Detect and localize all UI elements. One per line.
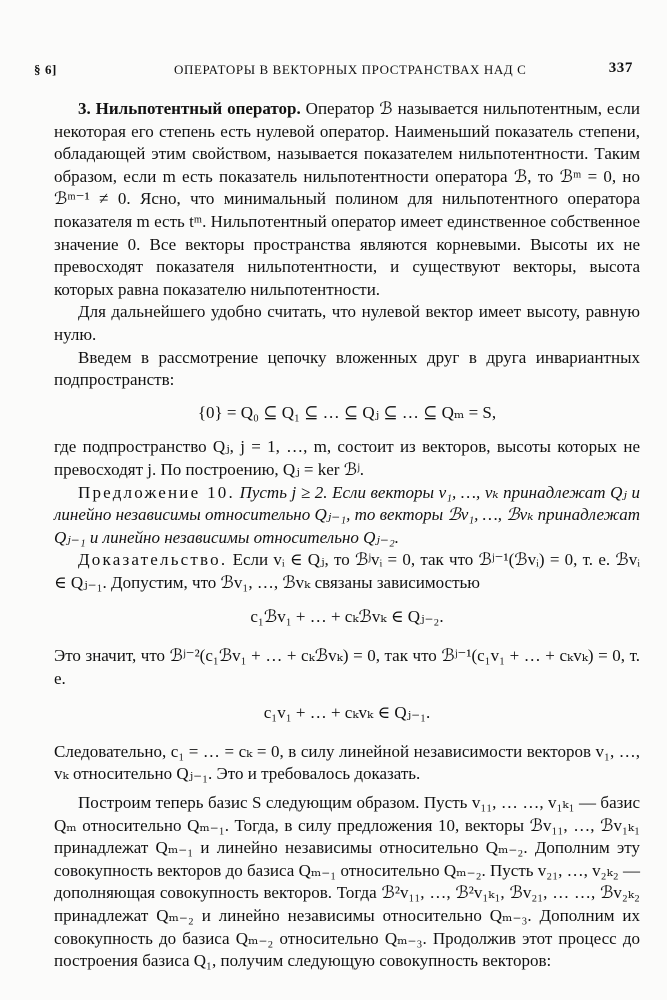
proposition-10 (54, 482, 640, 550)
paragraph-basis-construction: Построим теперь базис S следующим образом. Пусть v₁₁, … …, v₁ₖ₁ — базис Qₘ относительно Qₘ₋₁. Тогда, в силу предложения 10, векторы ℬv₁₁, …, ℬv₁ₖ₁ принадлежат Qₘ₋₁ и линейно независимы относительно Qₘ₋₂. Дополним эту совокупность векторов до базиса Qₘ₋₁ относительно Qₘ₋₂. Пусть v₂₁, …, v₂ₖ₂ — дополняющая совокупность векторов. Тогда ℬ²v₁₁, …, ℬ²v₁ₖ₁, ℬv₂₁, … …, ℬv₂ₖ₂ принадлежат Qₘ₋₂ и линейно независимы относительно Qₘ₋₃. Дополним их совокупность до базиса Qₘ₋₂ относительно Qₘ₋₃. Продолжив этот процесс до построения базиса Q₁, получим следующую совокупность векторов: (54, 793, 640, 971)
page-number: 337 (608, 60, 633, 76)
formula-combination: c₁v₁ + … + cₖvₖ ∈ Qⱼ₋₁. (263, 703, 431, 723)
paragraph-text: Оператор ℬ называется нильпотентным, если некоторая его степень есть нулевой оператор. Наименьший показатель степени, обладающей этим свойством, называется показателем нильпотентности. Таким образом, если m есть показатель нильпотентности оператора ℬ, то ℬᵐ = 0, но ℬᵐ⁻¹ ≠ 0. Ясно, что минимальный полином для нильпотентного оператора показателя m есть tᵐ. Нильпотентный оператор имеет единственное собственное значение 0. Все векторы пространства являются корневыми. Высоты их не превосходят показателя нильпотентности, и существуют векторы, высота которых равна показателю нильпотентности. (54, 99, 640, 299)
proof-text: Если vᵢ ∈ Qⱼ, то ℬʲvᵢ = 0, так что ℬʲ⁻¹(ℬvᵢ) = 0, т. е. ℬvᵢ ∈ Qⱼ₋₁. Допустим, что ℬv₁, …, ℬvₖ связаны зависимостью (54, 550, 641, 592)
paragraph-zero-vector: Для дальнейшего удобно считать, что нулевой вектор имеет высоту, равную нулю. (54, 302, 640, 344)
proof (54, 549, 640, 594)
formula-subspace-chain: {0} = Q₀ ⊆ Q₁ ⊆ … ⊆ Qⱼ ⊆ … ⊆ Qₘ = S, (197, 402, 497, 422)
paragraph-chain-intro: Введем в рассмотрение цепочку вложенных друг в друга инвариантных подпространств: (54, 347, 640, 390)
page-body (54, 98, 640, 973)
paragraph-conclusion: Следовательно, c₁ = … = cₖ = 0, в силу линейной независимости векторов v₁, …, vₖ относительно Qⱼ₋₁. Это и требовалось доказать. (54, 741, 640, 784)
proof-label: Доказательство. (78, 550, 228, 570)
formula-dependence: c₁ℬv₁ + … + cₖℬvₖ ∈ Qⱼ₋₂. (250, 607, 444, 627)
proposition-text: Пусть j ≥ 2. Если векторы v₁, …, vₖ принадлежат Qⱼ и линейно независимы относительно Qⱼ₋₁, то векторы ℬv₁, …, ℬvₖ принадлежат Qⱼ₋₁ и линейно независимы относительно Qⱼ₋₂. (54, 482, 641, 547)
paragraph-this-means: Это значит, что ℬʲ⁻²(c₁ℬv₁ + … + cₖℬvₖ) = 0, так что ℬʲ⁻¹(c₁v₁ + … + cₖvₖ) = 0, т. е. (54, 646, 640, 688)
running-header (34, 58, 633, 82)
paragraph-subspace-def: где подпространство Qⱼ, j = 1, …, m, состоит из векторов, высоты которых не превосходят j. По построению, Qⱼ = ker ℬʲ. (54, 437, 640, 479)
section-marker: § 6] (34, 62, 57, 77)
paragraph-nilpotent-operator (54, 98, 640, 301)
header-title: ОПЕРАТОРЫ В ВЕКТОРНЫХ ПРОСТРАНСТВАХ НАД C (174, 62, 527, 77)
proposition-label: Предложение 10. (78, 482, 235, 502)
subsection-heading: 3. Нильпотентный оператор. (78, 99, 301, 118)
